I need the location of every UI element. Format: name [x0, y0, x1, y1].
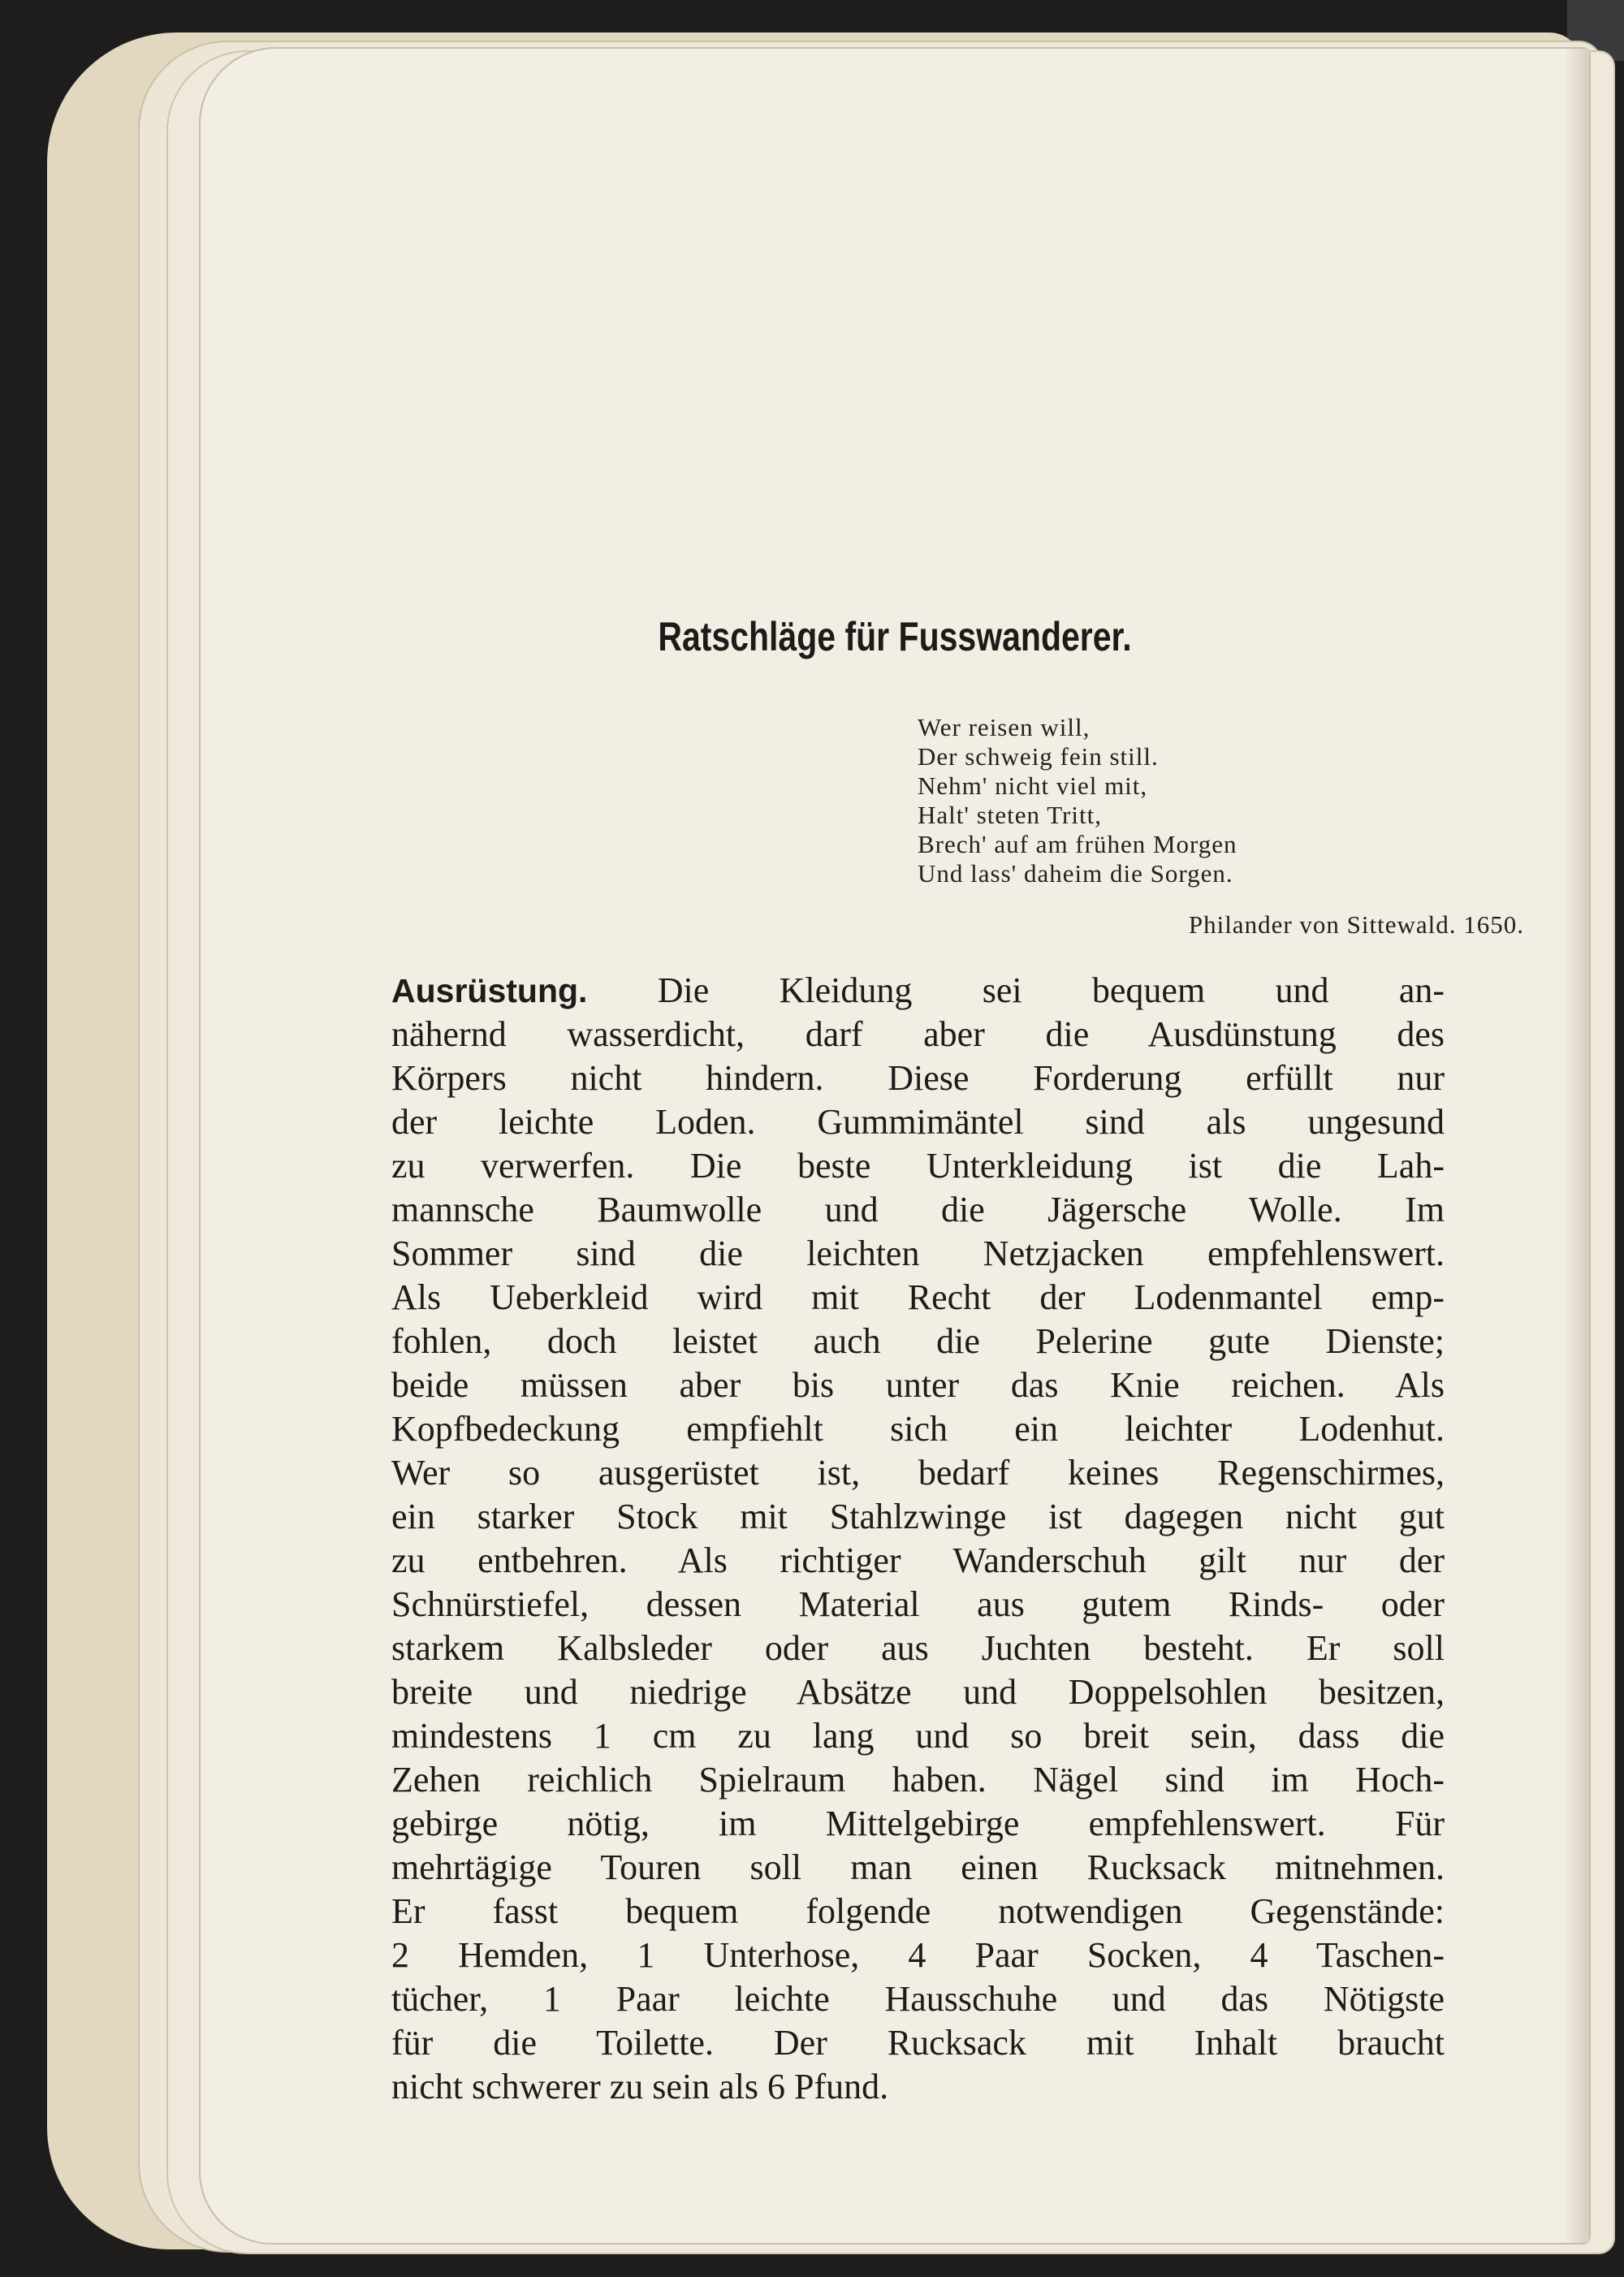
- body-line: Körpers nicht hindern. Diese Forderung erfüllt nur: [391, 1058, 1445, 1098]
- body-line: Zehen reichlich Spielraum haben. Nägel sind im Hoch-: [391, 1760, 1445, 1800]
- body-line: für die Toilette. Der Rucksack mit Inhalt braucht: [391, 2023, 1445, 2063]
- body-line-text: Die Kleidung sei bequem und an-: [657, 970, 1445, 1010]
- motto-line: Halt' steten Tritt,: [918, 801, 1102, 829]
- motto-line: Brech' auf am frühen Morgen: [918, 830, 1237, 858]
- motto-attribution: Philander von Sittewald. 1650.: [1188, 910, 1524, 939]
- body-line: beide müssen aber bis unter das Knie reichen. Als: [391, 1365, 1445, 1405]
- motto-line: Wer reisen will,: [918, 713, 1091, 741]
- body-line: starkem Kalbsleder oder aus Juchten besteht. Er soll: [391, 1628, 1445, 1668]
- body-line: tücher, 1 Paar leichte Hausschuhe und das Nötigste: [391, 1979, 1445, 2019]
- body-line: nähernd wasserdicht, darf aber die Ausdünstung des: [391, 1014, 1445, 1054]
- body-line: mindestens 1 cm zu lang und so breit sein, dass die: [391, 1716, 1445, 1756]
- section-ausruestung: [391, 969, 1445, 2109]
- book-page: [199, 47, 1591, 2245]
- page-gutter: [1566, 49, 1589, 2243]
- body-line: breite und niedrige Absätze und Doppelsohlen besitzen,: [391, 1672, 1445, 1712]
- body-line: ein starker Stock mit Stahlzwinge ist dagegen nicht gut: [391, 1497, 1445, 1536]
- body-line: Sommer sind die leichten Netzjacken empfehlenswert.: [391, 1234, 1445, 1273]
- body-line: [391, 969, 1445, 1013]
- body-line: nicht schwerer zu sein als 6 Pfund.: [391, 2067, 889, 2106]
- body-line: der leichte Loden. Gummimäntel sind als ungesund: [391, 1102, 1445, 1142]
- body-line: mannsche Baumwolle und die Jägersche Wolle. Im: [391, 1190, 1445, 1229]
- body-line: zu verwerfen. Die beste Unterkleidung ist die Lah-: [391, 1146, 1445, 1186]
- body-line: Er fasst bequem folgende notwendigen Gegenstände:: [391, 1891, 1445, 1931]
- section-heading: Ausrüstung.: [391, 972, 588, 1009]
- body-line: Als Ueberkleid wird mit Recht der Lodenmantel emp-: [391, 1277, 1445, 1317]
- body-line: Schnürstiefel, dessen Material aus gutem Rinds- oder: [391, 1584, 1445, 1624]
- body-line: 2 Hemden, 1 Unterhose, 4 Paar Socken, 4 Taschen-: [391, 1935, 1445, 1975]
- motto-line: Und lass' daheim die Sorgen.: [918, 859, 1233, 888]
- body-line: Wer so ausgerüstet ist, bedarf keines Regenschirmes,: [391, 1453, 1445, 1493]
- page-title: Ratschläge für Fusswanderer.: [658, 614, 1132, 659]
- body-line: zu entbehren. Als richtiger Wanderschuh gilt nur der: [391, 1540, 1445, 1580]
- body-line: mehrtägige Touren soll man einen Rucksack mitnehmen.: [391, 1847, 1445, 1887]
- motto-verse: [918, 713, 1608, 888]
- body-line: fohlen, doch leistet auch die Pelerine gute Dienste;: [391, 1321, 1445, 1361]
- body-line: Kopfbedeckung empfiehlt sich ein leichter Lodenhut.: [391, 1409, 1445, 1449]
- motto-line: Der schweig fein still.: [918, 742, 1159, 771]
- motto-line: Nehm' nicht viel mit,: [918, 771, 1148, 800]
- body-line: gebirge nötig, im Mittelgebirge empfehlenswert. Für: [391, 1804, 1445, 1843]
